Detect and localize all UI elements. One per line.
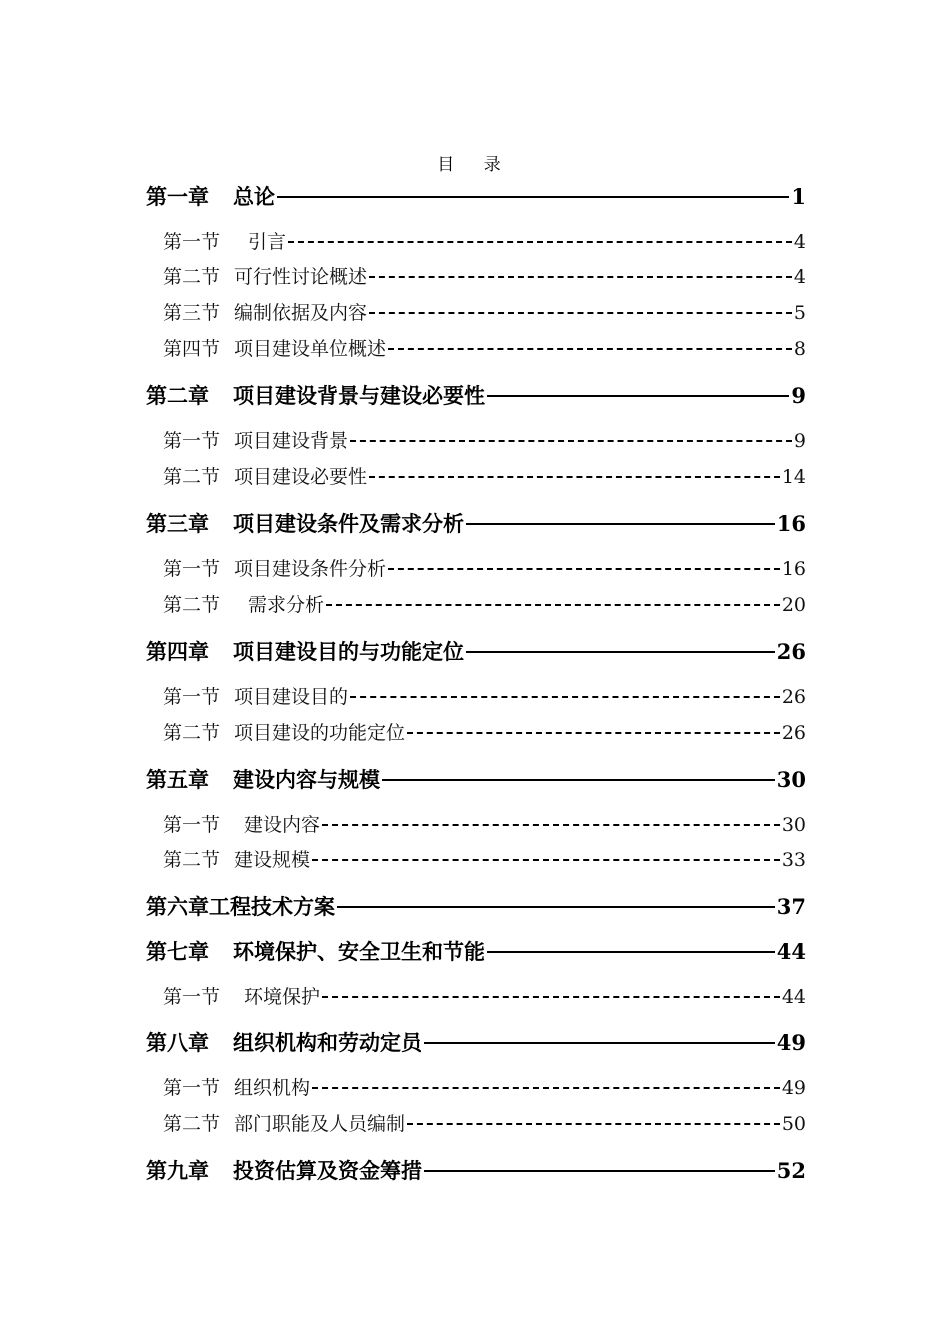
toc-chapter-entry[interactable] xyxy=(146,181,806,211)
section-number: 第三节 xyxy=(163,302,221,324)
page-number: 5 xyxy=(793,302,806,324)
dot-leader xyxy=(424,1042,775,1044)
chapter-number: 第六章 xyxy=(146,894,209,919)
section-title: 项目建设目的 xyxy=(234,686,349,708)
toc-entry-label xyxy=(163,845,310,872)
section-title: 可行性讨论概述 xyxy=(234,266,368,288)
page-number: 30 xyxy=(776,767,806,792)
section-title: 组织机构 xyxy=(234,1077,311,1099)
page-number: 37 xyxy=(776,894,806,919)
page-number: 1 xyxy=(791,184,806,209)
section-title: 项目建设的功能定位 xyxy=(234,722,406,744)
toc-entry-label xyxy=(163,334,386,361)
toc-entry-label xyxy=(146,936,485,966)
chapter-number: 第五章 xyxy=(146,767,209,792)
chapter-number: 第九章 xyxy=(146,1158,209,1183)
toc-entry-label xyxy=(146,380,485,410)
toc-entry-label xyxy=(163,718,405,745)
toc-entry-label xyxy=(146,1027,422,1057)
dot-leader xyxy=(487,951,775,953)
toc-entry-label xyxy=(163,590,324,617)
dot-leader xyxy=(277,196,789,198)
section-number: 第二节 xyxy=(163,594,221,616)
dot-leader xyxy=(288,241,792,243)
toc-entry-label xyxy=(146,636,464,666)
section-number: 第一节 xyxy=(163,231,221,253)
toc-entry-label xyxy=(146,1155,422,1185)
toc-entry-label xyxy=(146,181,275,211)
dot-leader xyxy=(322,824,780,826)
toc-chapter-entry[interactable] xyxy=(146,636,806,666)
section-number: 第四节 xyxy=(163,338,221,360)
chapter-title: 项目建设背景与建设必要性 xyxy=(233,383,485,408)
dot-leader xyxy=(466,651,775,653)
chapter-title: 项目建设目的与功能定位 xyxy=(233,639,464,664)
page-number: 26 xyxy=(781,686,806,708)
toc-chapter-entry[interactable] xyxy=(146,380,806,410)
dot-leader xyxy=(312,1087,780,1089)
section-title: 编制依据及内容 xyxy=(234,302,368,324)
toc-entry-label xyxy=(163,426,348,453)
page-number: 9 xyxy=(791,383,806,408)
chapter-title: 组织机构和劳动定员 xyxy=(233,1030,422,1055)
toc-entry-label xyxy=(163,262,367,289)
toc-entry-label xyxy=(163,982,320,1009)
toc-section-entry[interactable] xyxy=(163,227,806,255)
page-number: 26 xyxy=(781,722,806,744)
toc-section-entry[interactable] xyxy=(163,334,806,362)
dot-leader xyxy=(350,696,780,698)
section-number: 第一节 xyxy=(163,986,221,1008)
dot-leader xyxy=(407,1123,780,1125)
page-number: 26 xyxy=(776,639,806,664)
section-title: 环境保护 xyxy=(244,986,321,1008)
dot-leader xyxy=(312,859,780,861)
toc-chapter-entry[interactable] xyxy=(146,764,806,794)
dot-leader xyxy=(388,568,780,570)
toc-chapter-entry[interactable] xyxy=(146,936,806,966)
toc-entry-label xyxy=(163,810,320,837)
page-number: 44 xyxy=(776,939,806,964)
section-title: 建设规模 xyxy=(234,849,311,871)
dot-leader xyxy=(407,732,780,734)
section-number: 第一节 xyxy=(163,558,221,580)
page-number: 4 xyxy=(793,231,806,253)
toc-section-entry[interactable] xyxy=(163,262,806,290)
chapter-title: 环境保护、安全卫生和节能 xyxy=(233,939,485,964)
page-number: 16 xyxy=(781,558,806,580)
toc-section-entry[interactable] xyxy=(163,462,806,490)
section-number: 第二节 xyxy=(163,466,221,488)
chapter-title: 工程技术方案 xyxy=(209,894,335,919)
section-number: 第二节 xyxy=(163,266,221,288)
chapter-title: 项目建设条件及需求分析 xyxy=(233,511,464,536)
dot-leader xyxy=(322,996,780,998)
chapter-number: 第四章 xyxy=(146,639,209,664)
dot-leader xyxy=(369,312,792,314)
page-number: 8 xyxy=(793,338,806,360)
toc-entry-label xyxy=(146,508,464,538)
section-number: 第一节 xyxy=(163,430,221,452)
toc-section-entry[interactable] xyxy=(163,810,806,838)
toc-entry-label xyxy=(146,764,380,794)
toc-entry-label xyxy=(163,1073,310,1100)
toc-entry-label xyxy=(163,554,386,581)
toc-entry-label xyxy=(163,1109,405,1136)
page-number: 14 xyxy=(781,466,806,488)
chapter-number: 第三章 xyxy=(146,511,209,536)
page-number: 49 xyxy=(776,1030,806,1055)
section-title: 部门职能及人员编制 xyxy=(234,1113,406,1135)
dot-leader xyxy=(466,523,775,525)
toc-section-entry[interactable] xyxy=(163,1073,806,1101)
dot-leader xyxy=(326,604,780,606)
chapter-number: 第一章 xyxy=(146,184,209,209)
toc-entry-label xyxy=(146,891,335,921)
section-number: 第一节 xyxy=(163,686,221,708)
dot-leader xyxy=(369,276,792,278)
toc-section-entry[interactable] xyxy=(163,590,806,618)
toc-chapter-entry[interactable] xyxy=(146,1155,806,1185)
toc-entry-label xyxy=(163,462,367,489)
section-title: 建设内容 xyxy=(244,814,321,836)
section-number: 第二节 xyxy=(163,849,221,871)
chapter-number: 第二章 xyxy=(146,383,209,408)
chapter-title: 建设内容与规模 xyxy=(233,767,380,792)
toc-section-entry[interactable] xyxy=(163,298,806,326)
page-number: 30 xyxy=(781,814,806,836)
toc-section-entry[interactable] xyxy=(163,682,806,710)
section-title: 项目建设必要性 xyxy=(234,466,368,488)
section-number: 第二节 xyxy=(163,1113,221,1135)
toc-entry-label xyxy=(163,682,348,709)
section-title: 需求分析 xyxy=(248,594,325,616)
section-title: 项目建设条件分析 xyxy=(234,558,387,580)
toc-section-entry[interactable] xyxy=(163,1109,806,1137)
page-number: 33 xyxy=(781,849,806,871)
toc-entry-label xyxy=(163,298,367,325)
section-title: 项目建设背景 xyxy=(234,430,349,452)
dot-leader xyxy=(350,440,792,442)
toc-section-entry[interactable] xyxy=(163,845,806,873)
toc-section-entry[interactable] xyxy=(163,718,806,746)
page-number: 44 xyxy=(781,986,806,1008)
toc-section-entry[interactable] xyxy=(163,982,806,1010)
dot-leader xyxy=(382,779,775,781)
toc-entry-label xyxy=(163,227,286,254)
section-number: 第一节 xyxy=(163,814,221,836)
section-title: 项目建设单位概述 xyxy=(234,338,387,360)
section-title: 引言 xyxy=(248,231,287,253)
chapter-title: 总论 xyxy=(233,184,275,209)
page-number: 4 xyxy=(793,266,806,288)
page-number: 49 xyxy=(781,1077,806,1099)
dot-leader xyxy=(487,395,789,397)
dot-leader xyxy=(388,348,792,350)
page-number: 9 xyxy=(793,430,806,452)
dot-leader xyxy=(424,1170,775,1172)
toc-title: 目 录 xyxy=(437,155,513,175)
chapter-number: 第七章 xyxy=(146,939,209,964)
toc-chapter-entry[interactable] xyxy=(146,508,806,538)
toc-section-entry[interactable] xyxy=(163,554,806,582)
page-number: 20 xyxy=(781,594,806,616)
section-number: 第一节 xyxy=(163,1077,221,1099)
toc-chapter-entry[interactable] xyxy=(146,891,806,921)
page-number: 16 xyxy=(776,511,806,536)
section-number: 第二节 xyxy=(163,722,221,744)
toc-section-entry[interactable] xyxy=(163,426,806,454)
chapter-title: 投资估算及资金筹措 xyxy=(233,1158,422,1183)
dot-leader xyxy=(369,476,780,478)
page-number: 50 xyxy=(781,1113,806,1135)
dot-leader xyxy=(337,906,775,908)
page-number: 52 xyxy=(776,1158,806,1183)
chapter-number: 第八章 xyxy=(146,1030,209,1055)
toc-chapter-entry[interactable] xyxy=(146,1027,806,1057)
